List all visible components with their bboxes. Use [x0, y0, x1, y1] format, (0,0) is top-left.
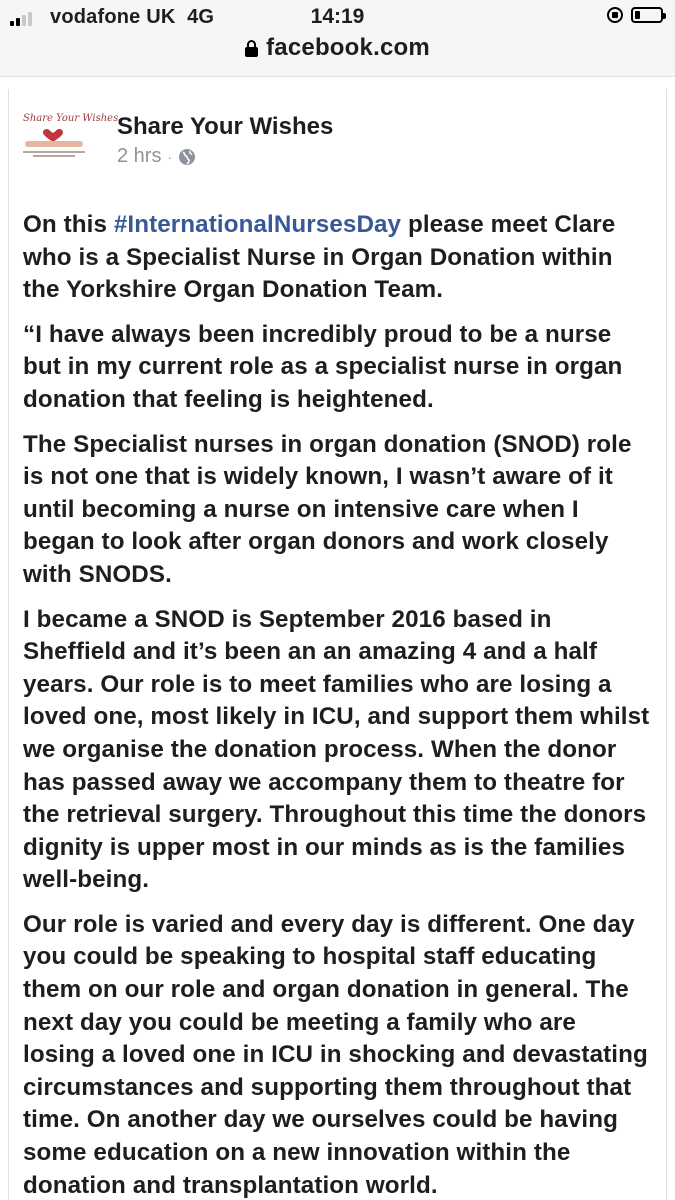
post-paragraph: [23, 209, 652, 307]
page-avatar[interactable]: [19, 113, 119, 165]
globe-icon: [178, 148, 196, 166]
battery-icon: [631, 7, 663, 23]
paragraph-text: please meet Clare who is a Specialist Nurse in Organ Donation within the Yorkshire Organ Donation Team.: [23, 211, 616, 304]
avatar-logo-text: Share Your Wishes: [23, 113, 119, 124]
hands-graphic: [25, 141, 83, 147]
facebook-post: [8, 89, 667, 1200]
status-time: 14:19: [310, 5, 365, 28]
battery-level: [635, 11, 640, 19]
orientation-lock-icon: [607, 7, 623, 23]
post-paragraph: I became a SNOD is September 2016 based in Sheffield and it’s been an an amazing 4 and a half years. Our role is to meet families who are losing a loved one, most likely in ICU, and support them whilst we organise the donation process. When the donor has passed away we accompany them to theatre for the retrieval surgery. Throughout this time the donors dignity is upper most in our minds as is the families well-being.: [23, 605, 650, 894]
page-info: [117, 113, 333, 168]
post-meta: [117, 145, 333, 168]
post-timestamp[interactable]: 2 hrs: [117, 145, 162, 167]
carrier-name: vodafone UK: [50, 6, 176, 28]
post-paragraph: Our role is varied and every day is different. One day you could be speaking to hospital staff educating them on our role and organ donation in general. The next day you could be meeting a family who are losing a loved one in ICU in shocking and devastating circumstances and supporting them throughout that time. On another day we ourselves could be having some education on a new innovation within the donation and transplantation world.: [23, 910, 648, 1199]
page-name-link[interactable]: Share Your Wishes: [117, 113, 334, 140]
hashtag-link[interactable]: #InternationalNursesDay: [113, 211, 402, 238]
post-paragraph: “I have always been incredibly proud to be a nurse but in my current role as a specialist nurse in organ donation that feeling is heightened.: [23, 320, 623, 413]
network-type: 4G: [187, 6, 215, 28]
status-bar: [0, 0, 675, 77]
address-bar[interactable]: [0, 34, 675, 62]
url-text: facebook.com: [266, 34, 430, 61]
status-right-icons: [607, 7, 663, 23]
meta-separator: ·: [167, 148, 173, 165]
post-header: [19, 89, 656, 195]
paragraph-prefix: On this: [23, 211, 114, 238]
post-body: [19, 195, 656, 1200]
lock-icon: [245, 40, 258, 57]
post-paragraph: The Specialist nurses in organ donation (SNOD) role is not one that is widely known, I wasn’t aware of it until becoming a nurse on intensive care when I began to look after organ donors and work closely with SNODS.: [23, 430, 632, 588]
